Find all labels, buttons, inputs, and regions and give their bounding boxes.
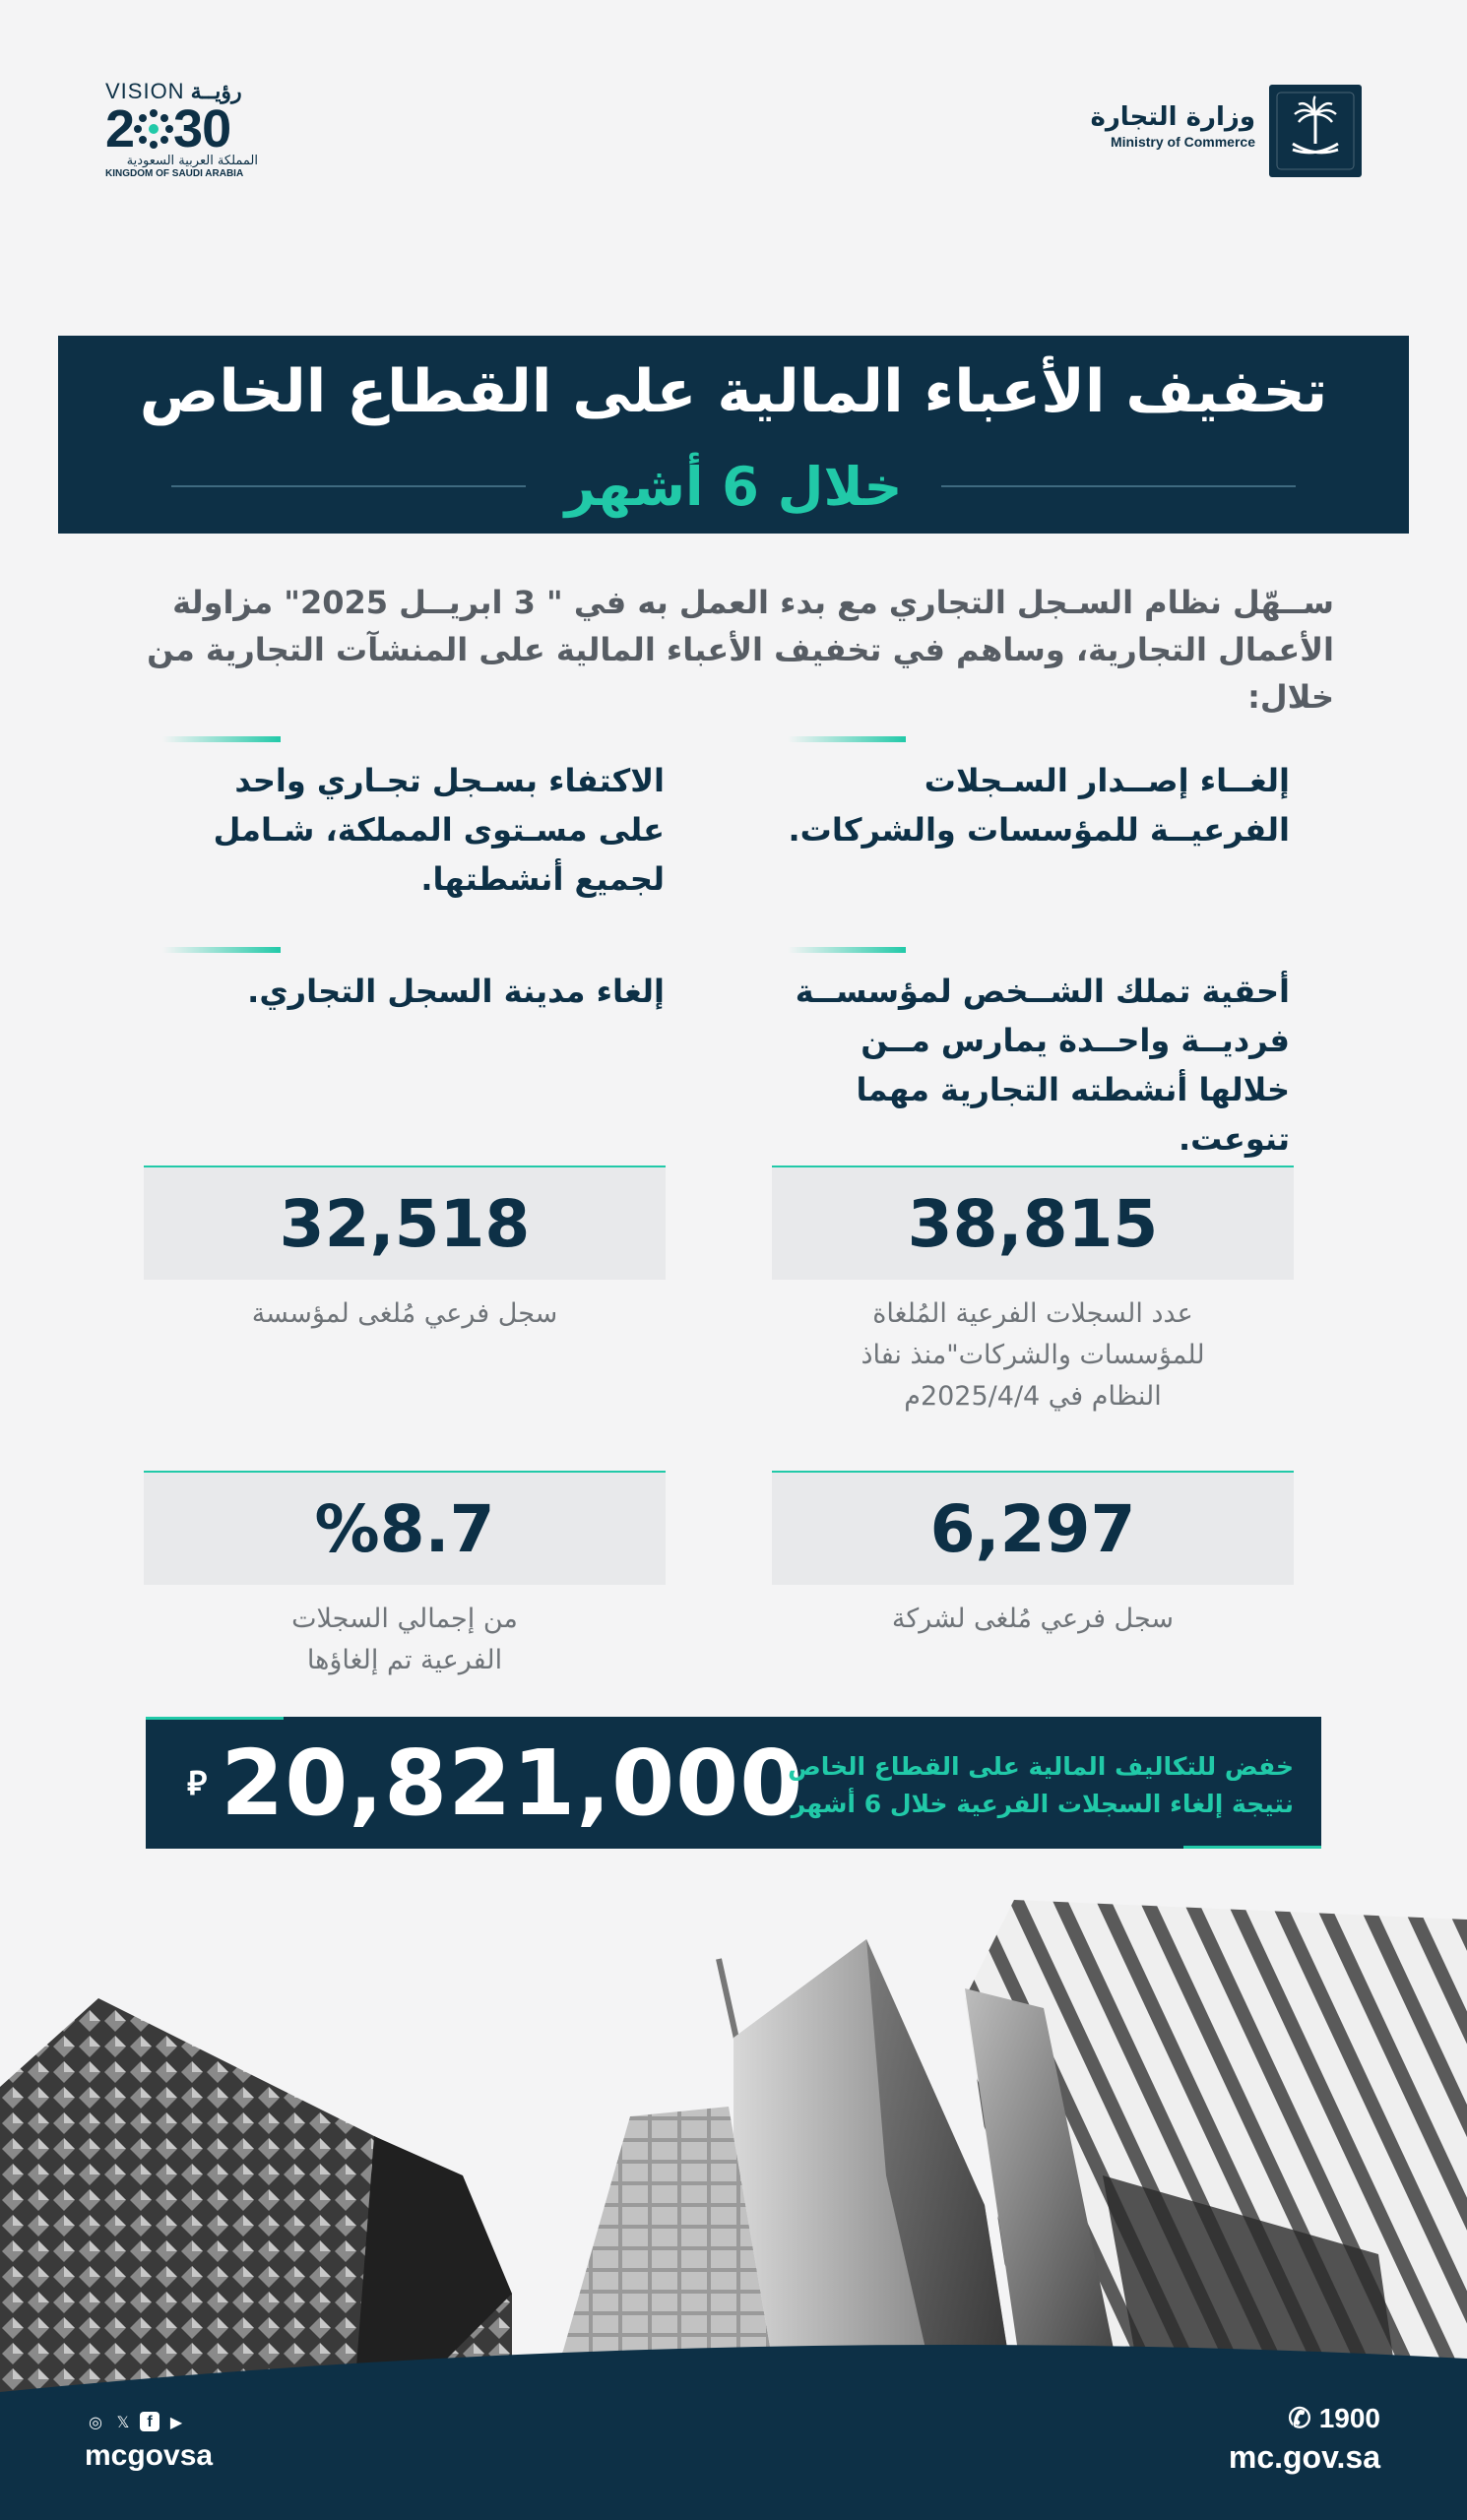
facebook-icon[interactable]: f <box>140 2412 159 2431</box>
bullet-text: الاكتفاء بسـجل تجـاري واحد على مسـتوى المملكة، شـامل لجميع أنشطتها. <box>213 762 665 898</box>
stat-caption: سجل فرعي مُلغى لمؤسسة <box>251 1298 558 1329</box>
website-link[interactable]: mc.gov.sa <box>1228 2439 1380 2475</box>
kingdom-name-en: KINGDOM OF SAUDI ARABIA <box>105 168 244 179</box>
subtitle-divider-right <box>941 485 1296 487</box>
bullet-accent <box>162 736 281 742</box>
bullet-accent <box>162 947 281 953</box>
savings-value: 20,821,000 <box>221 1730 804 1836</box>
savings-caption-line: نتيجة إلغاء السجلات الفرعية خلال 6 أشهر <box>791 1790 1294 1818</box>
saudi-riyal-icon: ⃁ <box>187 1764 208 1803</box>
stat-value: 6,297 <box>929 1490 1136 1567</box>
savings-accent-top <box>146 1717 284 1720</box>
kingdom-name-ar: المملكة العربية السعودية <box>126 154 258 168</box>
social-handle[interactable]: mcgovsa <box>85 2439 214 2472</box>
stat-box <box>144 1471 666 1585</box>
stat-box <box>772 1166 1294 1280</box>
stat-card <box>772 1471 1294 1640</box>
vision-2030-logo <box>105 79 273 187</box>
vision-year <box>105 99 273 158</box>
stat-value: 38,815 <box>907 1185 1159 1262</box>
ministry-logo <box>1086 85 1362 179</box>
bullet-text: أحقية تملك الشــخص لمؤسســة فرديــة واحــدة يمارس مــن خلالها أنشطته التجارية مهما تنوعت. <box>795 973 1290 1158</box>
bullet-accent <box>788 947 906 953</box>
ministry-name-en: Ministry of Commerce <box>1110 134 1255 150</box>
riyadh-buildings-photo <box>0 1880 1467 2392</box>
savings-caption <box>762 1748 1294 1823</box>
instagram-icon[interactable]: ◎ <box>89 2413 102 2431</box>
savings-accent-bottom <box>1183 1846 1321 1849</box>
vision-flower-icon <box>132 107 175 151</box>
stat-value: 32,518 <box>279 1185 531 1262</box>
savings-banner <box>146 1717 1321 1849</box>
vision-word-ar: رؤيــة <box>190 79 242 103</box>
stat-box <box>144 1166 666 1280</box>
page-subtitle: خلال 6 أشهر <box>564 455 903 518</box>
bullet-text: إلغــاء إصــدار السـجلات الفرعيــة للمؤسسات والشركات. <box>788 762 1290 849</box>
savings-caption-line: خفض للتكاليف المالية على القطاع الخاص <box>788 1752 1294 1781</box>
x-icon[interactable]: 𝕏 <box>116 2413 130 2431</box>
vision-year-prefix: 2 <box>105 99 135 158</box>
stat-caption: من إجمالي السجلات الفرعية تم إلغاؤها <box>291 1604 518 1675</box>
subtitle-row <box>58 452 1409 521</box>
intro-paragraph: ســهّل نظام السـجل التجاري مع بدء العمل به في " 3 ابريــل 2025" مزاولة الأعمال التجارية، وساهم في تخفيف الأعباء المالية على المنشآت التجارية من خلال: <box>147 584 1334 716</box>
stat-card <box>144 1471 666 1681</box>
stat-caption: سجل فرعي مُلغى لشركة <box>891 1604 1175 1634</box>
stat-box <box>772 1471 1294 1585</box>
bullet-item <box>162 947 665 1016</box>
bullet-item <box>162 736 665 904</box>
footer-wave <box>0 2329 1467 2520</box>
stat-card <box>772 1166 1294 1418</box>
phone-icon: ✆ <box>1288 2403 1311 2433</box>
bullet-accent <box>788 736 906 742</box>
title-banner <box>58 336 1409 534</box>
stat-card <box>144 1166 666 1335</box>
stat-caption: عدد السجلات الفرعية المُلغاة للمؤسسات والشركات"منذ نفاذ النظام في 2025/4/4م <box>861 1298 1205 1412</box>
social-icons <box>85 2412 187 2433</box>
subtitle-divider-left <box>171 485 526 487</box>
bullet-item <box>788 736 1290 854</box>
ministry-name-ar: وزارة التجارة <box>1090 102 1255 132</box>
footer <box>0 2329 1467 2520</box>
youtube-icon[interactable]: ▶ <box>169 2413 183 2431</box>
ministry-wordmark <box>1090 100 1255 150</box>
savings-amount <box>187 1723 803 1843</box>
phone-number-text: 1900 <box>1318 2402 1380 2433</box>
phone-number[interactable] <box>1288 2402 1380 2434</box>
bullet-text: إلغاء مدينة السجل التجاري. <box>247 973 665 1010</box>
page-title: تخفيف الأعباء المالية على القطاع الخاص <box>139 357 1328 426</box>
vision-word: VISION <box>105 79 185 103</box>
palm-swords-emblem-icon <box>1269 85 1362 177</box>
bullet-item <box>788 947 1290 1164</box>
stat-value: %8.7 <box>314 1490 495 1567</box>
vision-year-suffix: 30 <box>173 99 231 158</box>
